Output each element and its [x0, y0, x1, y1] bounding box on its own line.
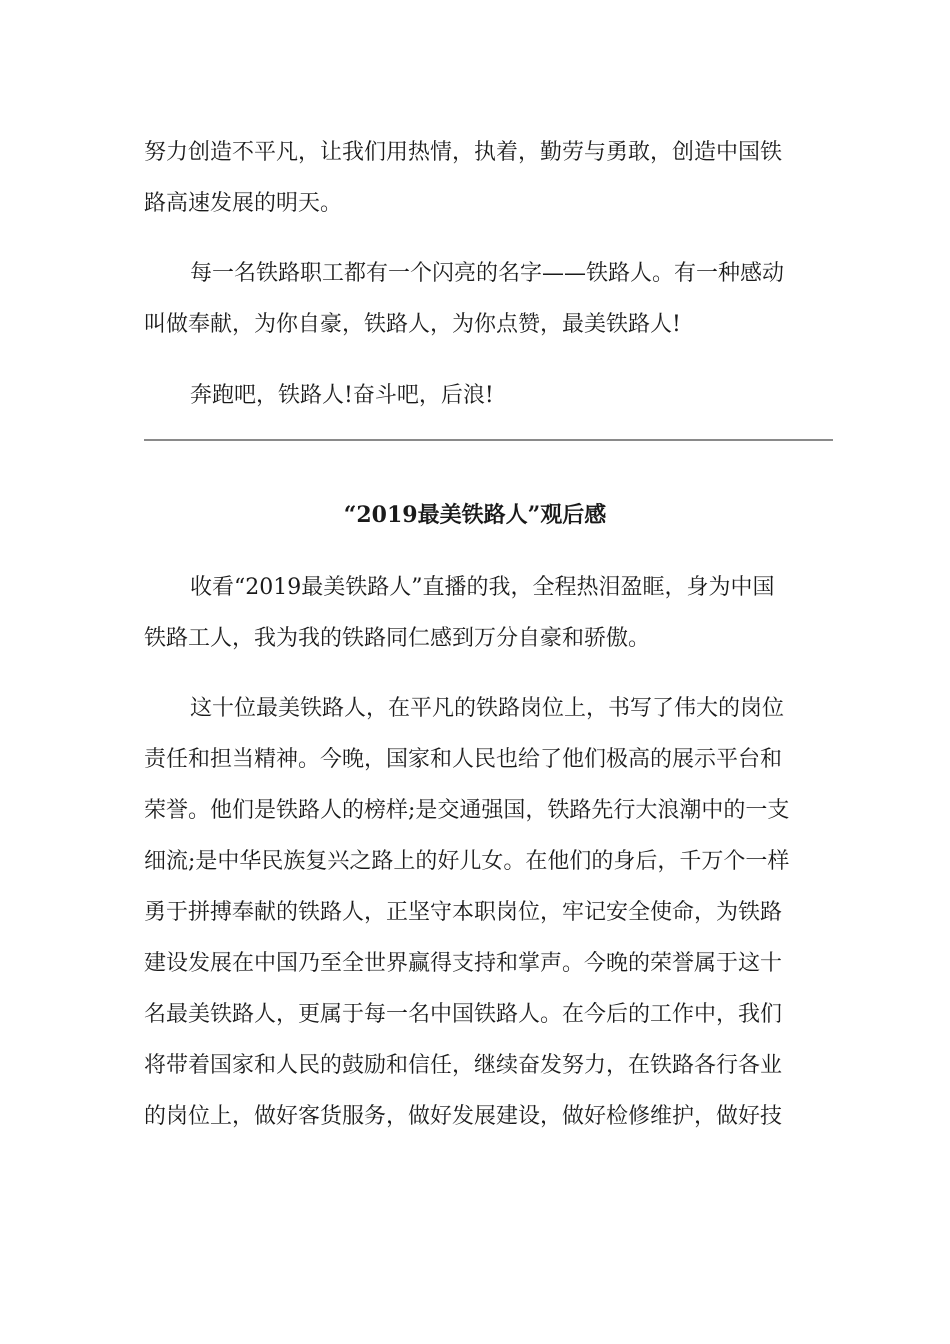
paragraph — [144, 370, 808, 421]
paragraph — [144, 683, 808, 1142]
section-divider — [144, 439, 833, 441]
text-line: 努力创造不平凡，让我们用热情，执着，勤劳与勇敢，创造中国铁 — [144, 140, 783, 165]
paragraph — [144, 248, 808, 350]
text-line: 奔跑吧，铁路人!奋斗吧，后浪! — [190, 383, 494, 408]
text-line: 铁路工人，我为我的铁路同仁感到万分自豪和骄傲。 — [144, 626, 651, 651]
text-line: 收看“2019最美铁路人”直播的我，全程热泪盈眶，身为中国 — [190, 575, 775, 600]
text-line: 名最美铁路人，更属于每一名中国铁路人。在今后的工作中，我们 — [144, 1002, 783, 1027]
text-line: 荣誉。他们是铁路人的榜样;是交通强国，铁路先行大浪潮中的一支 — [144, 798, 790, 823]
text-line: 责任和担当精神。今晚，国家和人民也给了他们极高的展示平台和 — [144, 747, 783, 772]
text-line: 勇于拼搏奉献的铁路人，正坚守本职岗位，牢记安全使命，为铁路 — [144, 900, 783, 925]
text-line: 这十位最美铁路人，在平凡的铁路岗位上，书写了伟大的岗位 — [190, 696, 785, 721]
text-line: 建设发展在中国乃至全世界赢得支持和掌声。今晚的荣誉属于这十 — [144, 951, 783, 976]
paragraph — [144, 562, 808, 664]
text-line: 叫做奉献，为你自豪，铁路人，为你点赞，最美铁路人! — [144, 312, 681, 337]
text-line: 将带着国家和人民的鼓励和信任，继续奋发努力，在铁路各行各业 — [144, 1053, 783, 1078]
article-title: “2019最美铁路人”观后感 — [343, 502, 607, 528]
text-line: 的岗位上，做好客货服务，做好发展建设，做好检修维护，做好技 — [144, 1104, 783, 1129]
text-line: 细流;是中华民族复兴之路上的好儿女。在他们的身后，千万个一样 — [144, 849, 790, 874]
paragraph — [144, 127, 808, 229]
text-line: 每一名铁路职工都有一个闪亮的名字——铁路人。有一种感动 — [190, 261, 785, 286]
text-line: 路高速发展的明天。 — [144, 191, 343, 216]
